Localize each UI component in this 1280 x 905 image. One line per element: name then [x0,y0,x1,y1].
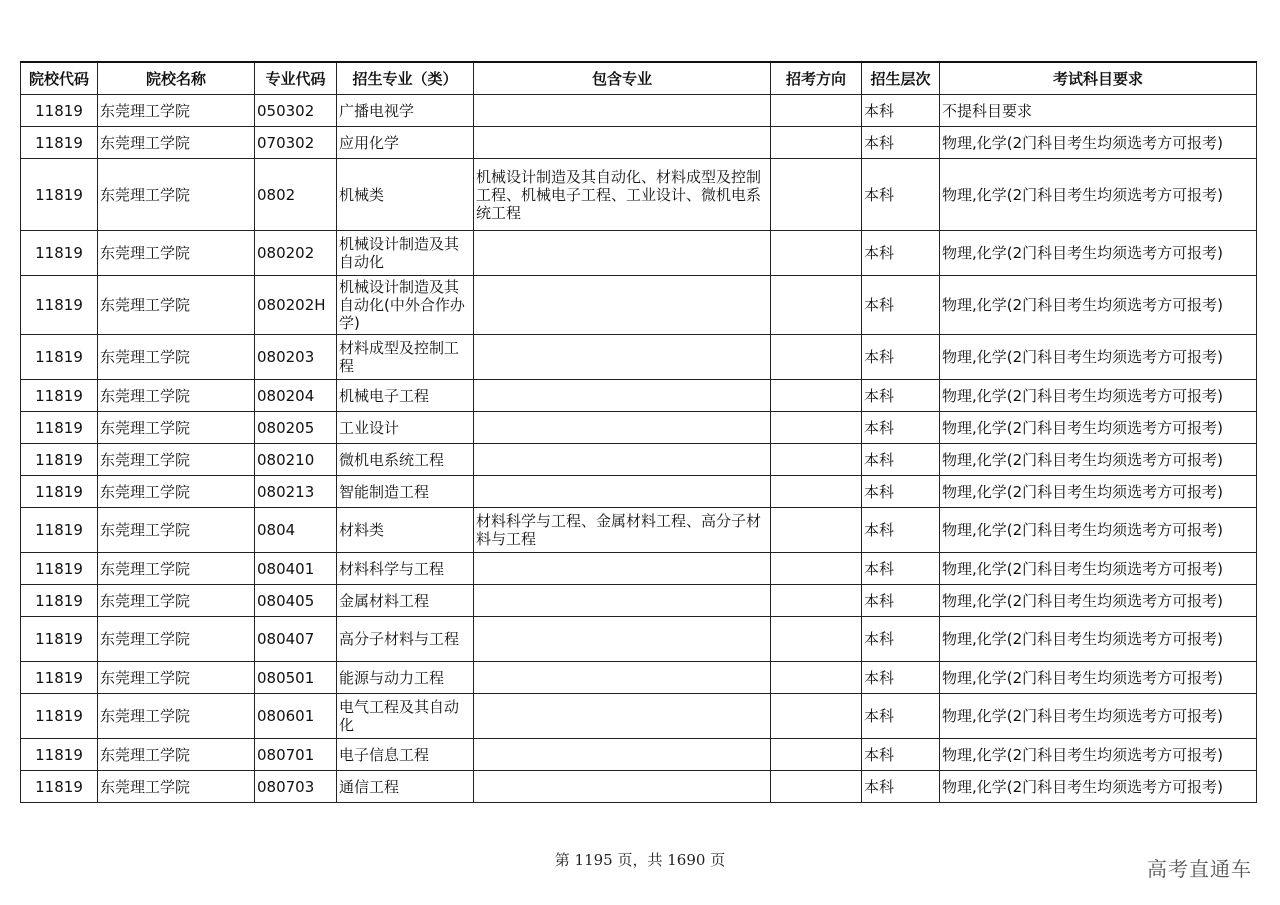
cell-school-code: 11819 [21,95,98,127]
cell-level: 本科 [862,585,940,617]
header-school-name: 院校名称 [98,62,255,95]
cell-included-majors [474,662,771,694]
cell-direction [771,585,862,617]
header-direction: 招考方向 [771,62,862,95]
cell-direction [771,231,862,276]
cell-major-name: 工业设计 [337,412,474,444]
page-footer: 第 1195 页，共 1690 页 [554,851,726,869]
cell-school-code: 11819 [21,127,98,159]
cell-requirement: 物理,化学(2门科目考生均须选考方可报考) [940,739,1257,771]
cell-direction [771,476,862,508]
cell-school-name: 东莞理工学院 [98,662,255,694]
header-major-code: 专业代码 [255,62,337,95]
cell-requirement: 物理,化学(2门科目考生均须选考方可报考) [940,694,1257,739]
cell-major-code: 0804 [255,508,337,553]
cell-direction [771,95,862,127]
cell-major-name: 智能制造工程 [337,476,474,508]
cell-included-majors [474,412,771,444]
cell-major-code: 080213 [255,476,337,508]
table-row [21,159,1257,231]
admission-table [20,61,1257,803]
cell-major-name: 微机电系统工程 [337,444,474,476]
cell-direction [771,694,862,739]
cell-direction [771,380,862,412]
cell-requirement: 物理,化学(2门科目考生均须选考方可报考) [940,617,1257,662]
header-school-code: 院校代码 [21,62,98,95]
cell-included-majors [474,617,771,662]
cell-school-code: 11819 [21,444,98,476]
cell-school-code: 11819 [21,771,98,803]
cell-included-majors: 材料科学与工程、金属材料工程、高分子材料与工程 [474,508,771,553]
cell-school-code: 11819 [21,412,98,444]
cell-school-name: 东莞理工学院 [98,585,255,617]
cell-requirement: 物理,化学(2门科目考生均须选考方可报考) [940,335,1257,380]
cell-included-majors [474,380,771,412]
cell-major-code: 080701 [255,739,337,771]
table-row [21,380,1257,412]
cell-direction [771,159,862,231]
cell-major-name: 应用化学 [337,127,474,159]
table-row [21,444,1257,476]
cell-included-majors [474,276,771,335]
cell-major-name: 电子信息工程 [337,739,474,771]
cell-requirement: 物理,化学(2门科目考生均须选考方可报考) [940,662,1257,694]
cell-included-majors [474,585,771,617]
cell-major-name: 广播电视学 [337,95,474,127]
cell-requirement: 物理,化学(2门科目考生均须选考方可报考) [940,553,1257,585]
cell-level: 本科 [862,508,940,553]
cell-major-code: 080202 [255,231,337,276]
cell-school-code: 11819 [21,617,98,662]
cell-requirement: 物理,化学(2门科目考生均须选考方可报考) [940,508,1257,553]
table-row [21,508,1257,553]
cell-direction [771,508,862,553]
cell-included-majors [474,231,771,276]
table-row [21,335,1257,380]
cell-school-name: 东莞理工学院 [98,617,255,662]
cell-major-name: 材料类 [337,508,474,553]
table-row [21,694,1257,739]
cell-direction [771,335,862,380]
cell-major-code: 080407 [255,617,337,662]
cell-direction [771,276,862,335]
table-row [21,739,1257,771]
cell-school-code: 11819 [21,553,98,585]
cell-major-name: 金属材料工程 [337,585,474,617]
cell-direction [771,662,862,694]
cell-requirement: 物理,化学(2门科目考生均须选考方可报考) [940,444,1257,476]
cell-direction [771,553,862,585]
cell-direction [771,127,862,159]
header-requirement: 考试科目要求 [940,62,1257,95]
table-row [21,476,1257,508]
cell-major-code: 0802 [255,159,337,231]
cell-requirement: 物理,化学(2门科目考生均须选考方可报考) [940,476,1257,508]
cell-included-majors [474,95,771,127]
cell-requirement: 不提科目要求 [940,95,1257,127]
cell-major-code: 080210 [255,444,337,476]
cell-school-name: 东莞理工学院 [98,694,255,739]
cell-included-majors [474,553,771,585]
cell-requirement: 物理,化学(2门科目考生均须选考方可报考) [940,276,1257,335]
cell-school-code: 11819 [21,335,98,380]
cell-requirement: 物理,化学(2门科目考生均须选考方可报考) [940,412,1257,444]
cell-major-name: 高分子材料与工程 [337,617,474,662]
cell-major-name: 机械设计制造及其自动化 [337,231,474,276]
cell-school-code: 11819 [21,159,98,231]
cell-school-name: 东莞理工学院 [98,159,255,231]
cell-major-code: 080203 [255,335,337,380]
cell-level: 本科 [862,662,940,694]
cell-direction [771,444,862,476]
cell-school-name: 东莞理工学院 [98,127,255,159]
cell-school-code: 11819 [21,508,98,553]
cell-level: 本科 [862,739,940,771]
header-major-name: 招生专业（类） [337,62,474,95]
table-row [21,231,1257,276]
header-level: 招生层次 [862,62,940,95]
cell-requirement: 物理,化学(2门科目考生均须选考方可报考) [940,159,1257,231]
cell-major-code: 080703 [255,771,337,803]
cell-level: 本科 [862,276,940,335]
cell-school-name: 东莞理工学院 [98,739,255,771]
cell-included-majors [474,127,771,159]
watermark-text: 高考直通车 [1147,857,1252,881]
cell-major-code: 080405 [255,585,337,617]
cell-school-name: 东莞理工学院 [98,476,255,508]
cell-school-code: 11819 [21,694,98,739]
cell-included-majors [474,739,771,771]
cell-requirement: 物理,化学(2门科目考生均须选考方可报考) [940,127,1257,159]
cell-level: 本科 [862,95,940,127]
cell-major-name: 机械电子工程 [337,380,474,412]
cell-major-code: 080204 [255,380,337,412]
table-row [21,276,1257,335]
cell-school-name: 东莞理工学院 [98,412,255,444]
cell-level: 本科 [862,127,940,159]
cell-major-name: 机械类 [337,159,474,231]
table-row [21,95,1257,127]
cell-major-code: 080601 [255,694,337,739]
cell-included-majors [474,771,771,803]
header-included-majors: 包含专业 [474,62,771,95]
cell-major-name: 通信工程 [337,771,474,803]
table-body [21,95,1257,803]
cell-included-majors: 机械设计制造及其自动化、材料成型及控制工程、机械电子工程、工业设计、微机电系统工程 [474,159,771,231]
cell-requirement: 物理,化学(2门科目考生均须选考方可报考) [940,231,1257,276]
cell-school-name: 东莞理工学院 [98,231,255,276]
cell-school-name: 东莞理工学院 [98,276,255,335]
table-row [21,412,1257,444]
cell-school-code: 11819 [21,585,98,617]
table-row [21,617,1257,662]
cell-level: 本科 [862,380,940,412]
cell-direction [771,739,862,771]
cell-major-code: 080501 [255,662,337,694]
cell-major-name: 能源与动力工程 [337,662,474,694]
cell-level: 本科 [862,694,940,739]
cell-level: 本科 [862,159,940,231]
cell-included-majors [474,694,771,739]
cell-requirement: 物理,化学(2门科目考生均须选考方可报考) [940,380,1257,412]
cell-school-name: 东莞理工学院 [98,95,255,127]
cell-requirement: 物理,化学(2门科目考生均须选考方可报考) [940,771,1257,803]
cell-school-name: 东莞理工学院 [98,553,255,585]
cell-included-majors [474,444,771,476]
cell-school-code: 11819 [21,276,98,335]
cell-requirement: 物理,化学(2门科目考生均须选考方可报考) [940,585,1257,617]
cell-level: 本科 [862,231,940,276]
cell-level: 本科 [862,553,940,585]
cell-school-name: 东莞理工学院 [98,508,255,553]
cell-level: 本科 [862,617,940,662]
cell-direction [771,771,862,803]
cell-major-name: 材料科学与工程 [337,553,474,585]
cell-school-name: 东莞理工学院 [98,444,255,476]
cell-major-code: 080205 [255,412,337,444]
table-row [21,771,1257,803]
cell-included-majors [474,335,771,380]
cell-major-code: 080202H [255,276,337,335]
cell-direction [771,617,862,662]
cell-level: 本科 [862,771,940,803]
cell-school-code: 11819 [21,739,98,771]
cell-school-name: 东莞理工学院 [98,771,255,803]
table-row [21,585,1257,617]
table-row [21,127,1257,159]
cell-school-name: 东莞理工学院 [98,380,255,412]
cell-level: 本科 [862,476,940,508]
cell-level: 本科 [862,335,940,380]
cell-level: 本科 [862,444,940,476]
cell-major-code: 080401 [255,553,337,585]
cell-school-name: 东莞理工学院 [98,335,255,380]
cell-school-code: 11819 [21,231,98,276]
cell-major-code: 050302 [255,95,337,127]
table-header-row [21,62,1257,95]
cell-school-code: 11819 [21,476,98,508]
cell-major-name: 机械设计制造及其自动化(中外合作办学) [337,276,474,335]
cell-major-code: 070302 [255,127,337,159]
cell-major-name: 电气工程及其自动化 [337,694,474,739]
cell-school-code: 11819 [21,380,98,412]
cell-direction [771,412,862,444]
table-row [21,662,1257,694]
cell-school-code: 11819 [21,662,98,694]
cell-level: 本科 [862,412,940,444]
cell-included-majors [474,476,771,508]
cell-major-name: 材料成型及控制工程 [337,335,474,380]
table-row [21,553,1257,585]
